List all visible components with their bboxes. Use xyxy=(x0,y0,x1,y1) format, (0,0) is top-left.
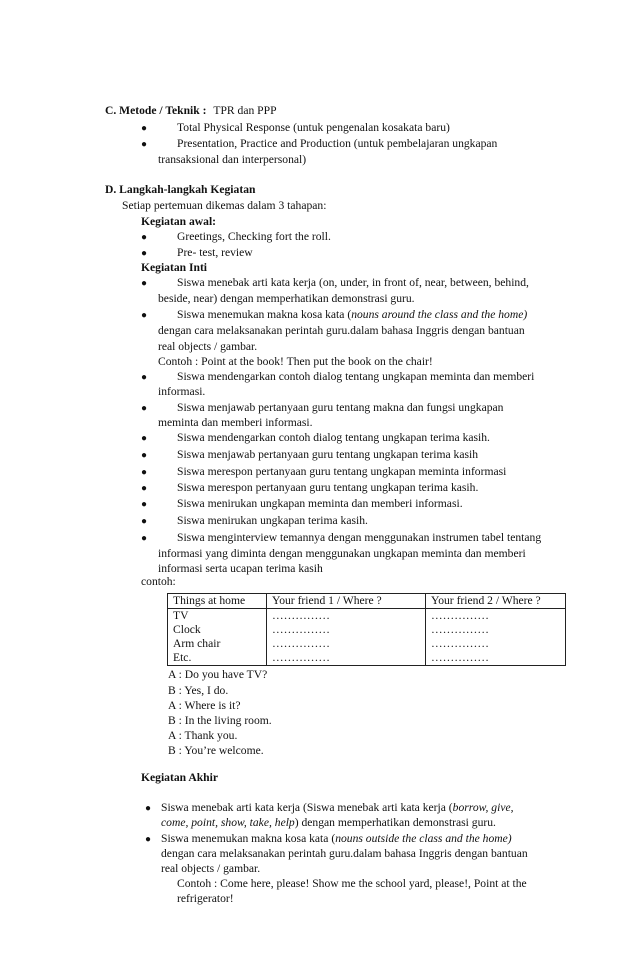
list-item-continuation: dengan cara melaksanakan perintah guru.dalam bahasa Inggris dengan bantuan xyxy=(158,324,525,337)
section-d-heading: D. Langkah-langkah Kegiatan xyxy=(105,183,256,196)
dotted-blank: …………… xyxy=(431,637,489,650)
bullet-icon: ● xyxy=(141,533,148,544)
table-cell-friend2 xyxy=(426,609,566,666)
list-item-continuation: refrigerator! xyxy=(177,892,234,905)
list-item xyxy=(161,831,512,846)
dialog-line: A : Thank you. xyxy=(168,729,238,742)
dialog-line: A : Where is it? xyxy=(168,699,241,712)
dotted-blank: …………… xyxy=(272,637,330,650)
dialog-line: A : Do you have TV? xyxy=(168,668,268,681)
section-c-heading xyxy=(105,103,277,118)
bullet-icon: ● xyxy=(141,403,148,414)
example-table xyxy=(167,593,566,666)
list-item-text: Siswa menemukan makna kosa kata ( xyxy=(177,308,352,321)
dialog-line: B : In the living room. xyxy=(168,714,272,727)
bullet-icon: ● xyxy=(141,516,148,527)
list-item-continuation xyxy=(161,815,496,830)
bullet-icon: ● xyxy=(141,123,148,134)
table-header-cell: Your friend 1 / Where ? xyxy=(267,594,426,609)
list-item-italic: nouns outside the class and the home) xyxy=(335,832,512,845)
table-cell-item: TV xyxy=(173,609,189,622)
kegiatan-akhir-title: Kegiatan Akhir xyxy=(141,771,218,784)
list-item-italic: borrow, give, xyxy=(452,801,514,814)
bullet-icon: ● xyxy=(141,248,148,259)
list-item-text: ) dengan memperhatikan demonstrasi guru. xyxy=(294,816,496,829)
section-c-value: TPR dan PPP xyxy=(213,104,277,117)
bullet-icon: ● xyxy=(141,310,148,321)
bullet-icon: ● xyxy=(141,483,148,494)
bullet-icon: ● xyxy=(141,139,148,150)
list-item-text: Siswa menebak arti kata kerja (Siswa menebak arti kata kerja ( xyxy=(161,801,453,814)
bullet-icon: ● xyxy=(141,499,148,510)
bullet-icon: ● xyxy=(141,278,148,289)
dotted-blank: …………… xyxy=(272,651,330,664)
list-item-continuation: beside, near) dengan memperhatikan demonstrasi guru. xyxy=(158,292,415,305)
list-item-continuation: informasi yang diminta dengan menggunakan ungkapan meminta dan memberi xyxy=(158,547,526,560)
bullet-icon: ● xyxy=(145,834,152,845)
bullet-icon: ● xyxy=(141,467,148,478)
list-item xyxy=(177,307,527,322)
table-cell-item: Arm chair xyxy=(173,637,221,650)
list-item: Siswa mendengarkan contoh dialog tentang ungkapan meminta dan memberi xyxy=(177,370,535,383)
dotted-blank: …………… xyxy=(431,609,489,622)
dialog-line: B : Yes, I do. xyxy=(168,684,229,697)
list-item: Total Physical Response (untuk pengenalan kosakata baru) xyxy=(177,121,450,134)
kegiatan-awal-title: Kegiatan awal: xyxy=(141,215,217,228)
list-item-continuation: real objects / gambar. xyxy=(158,340,258,353)
table-header-row xyxy=(168,594,566,609)
table-cell-item: Clock xyxy=(173,623,201,636)
bullet-icon: ● xyxy=(141,232,148,243)
table-cell-friend1 xyxy=(267,609,426,666)
dotted-blank: …………… xyxy=(272,623,330,636)
list-item-continuation: transaksional dan interpersonal) xyxy=(158,153,307,166)
list-item xyxy=(161,800,514,815)
kegiatan-inti-title: Kegiatan Inti xyxy=(141,261,208,274)
list-item: Greetings, Checking fort the roll. xyxy=(177,230,331,243)
dotted-blank: …………… xyxy=(272,609,330,622)
list-item-continuation: dengan cara melaksanakan perintah guru.dalam bahasa Inggris dengan bantuan xyxy=(161,847,528,860)
list-item-continuation: informasi. xyxy=(158,385,206,398)
bullet-icon: ● xyxy=(141,433,148,444)
list-item: Siswa merespon pertanyaan guru tentang ungkapan terima kasih. xyxy=(177,481,479,494)
table-header-cell: Your friend 2 / Where ? xyxy=(426,594,566,609)
bullet-icon: ● xyxy=(141,450,148,461)
list-item-continuation: Contoh : Come here, please! Show me the school yard, please!, Point at the xyxy=(177,877,527,890)
contoh-label: contoh: xyxy=(141,575,176,588)
list-item: Siswa menjawab pertanyaan guru tentang ungkapan terima kasih xyxy=(177,448,479,461)
list-item-italic: come, point, show, take, help xyxy=(161,816,295,829)
list-item-text: Siswa menemukan makna kosa kata ( xyxy=(161,832,336,845)
section-d-intro: Setiap pertemuan dikemas dalam 3 tahapan: xyxy=(122,199,327,212)
list-item: Siswa menebak arti kata kerja (on, under, in front of, near, between, behind, xyxy=(177,276,529,289)
list-item: Siswa menirukan ungkapan terima kasih. xyxy=(177,514,368,527)
dialog-line: B : You’re welcome. xyxy=(168,744,264,757)
section-c-title: C. Metode / Teknik : xyxy=(105,104,207,117)
list-item-italic: nouns around the class and the home) xyxy=(351,308,528,321)
list-item-continuation: real objects / gambar. xyxy=(161,862,261,875)
list-item-continuation: informasi serta ucapan terima kasih xyxy=(158,562,323,575)
list-item-continuation: meminta dan memberi informasi. xyxy=(158,416,313,429)
table-row xyxy=(168,609,566,666)
table-cell-item: Etc. xyxy=(173,651,192,664)
list-item-continuation: Contoh : Point at the book! Then put the book on the chair! xyxy=(158,355,433,368)
list-item: Presentation, Practice and Production (untuk pembelajaran ungkapan xyxy=(177,137,498,150)
list-item: Siswa menirukan ungkapan meminta dan memberi informasi. xyxy=(177,497,463,510)
bullet-icon: ● xyxy=(145,803,152,814)
list-item: Siswa menjawab pertanyaan guru tentang makna dan fungsi ungkapan xyxy=(177,401,504,414)
dotted-blank: …………… xyxy=(431,651,489,664)
dotted-blank: …………… xyxy=(431,623,489,636)
list-item: Siswa merespon pertanyaan guru tentang ungkapan meminta informasi xyxy=(177,465,507,478)
list-item: Pre- test, review xyxy=(177,246,253,259)
table-cell-things xyxy=(168,609,267,666)
list-item: Siswa menginterview temannya dengan menggunakan instrumen tabel tentang xyxy=(177,531,542,544)
bullet-icon: ● xyxy=(141,372,148,383)
list-item: Siswa mendengarkan contoh dialog tentang ungkapan terima kasih. xyxy=(177,431,490,444)
table-header-cell: Things at home xyxy=(168,594,267,609)
